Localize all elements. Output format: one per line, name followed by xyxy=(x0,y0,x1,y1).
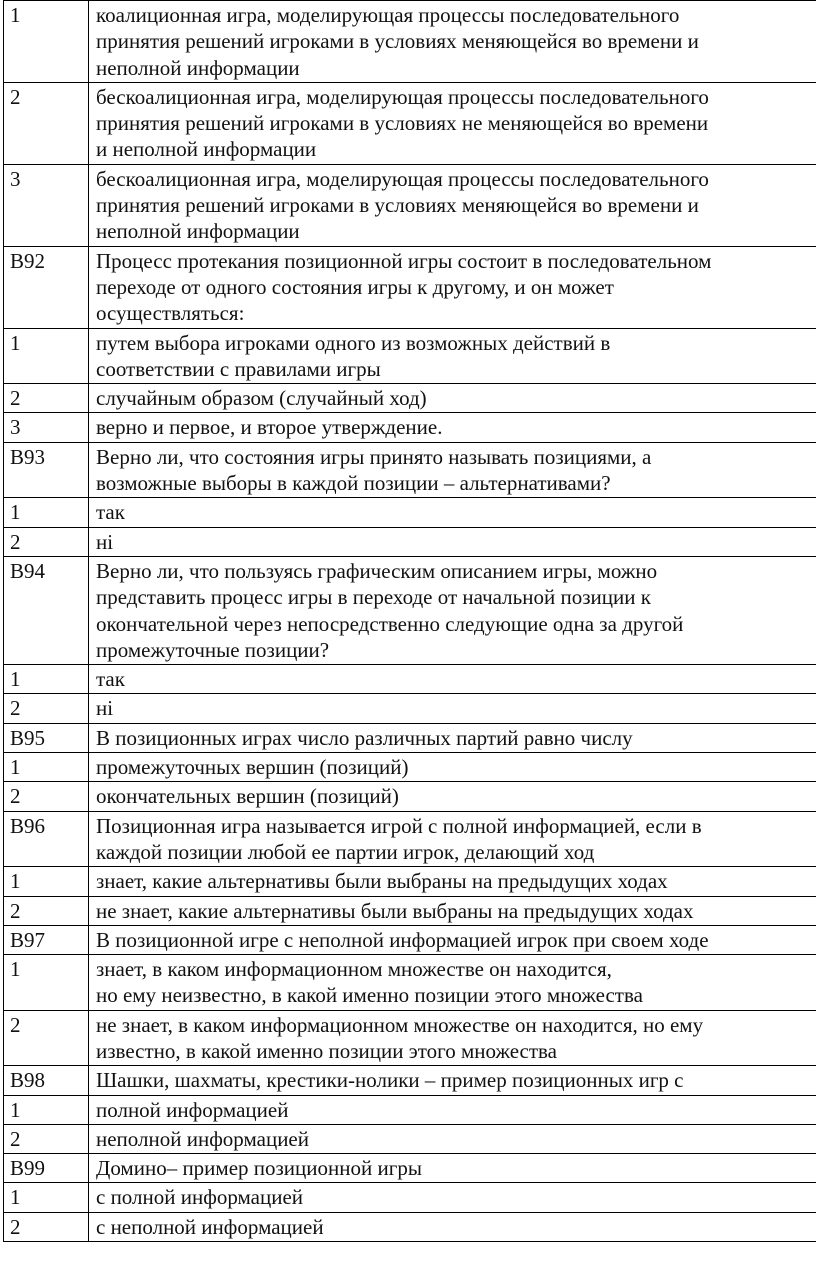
row-text-cell xyxy=(89,527,816,556)
row-text-cell xyxy=(89,1124,816,1153)
table-row xyxy=(4,723,816,752)
table-row xyxy=(4,498,816,527)
row-text-line: неполной информацией xyxy=(96,1126,309,1151)
row-text-line: промежуточные позиции? xyxy=(96,637,330,662)
row-text-line: с неполной информацией xyxy=(96,1214,324,1239)
row-text-line: каждой позиции любой ее партии игрок, делающий ход xyxy=(96,839,595,864)
row-text-line: окончательных вершин (позиций) xyxy=(96,784,399,809)
table-row xyxy=(4,665,816,694)
row-text-line: возможные выборы в каждой позиции – альтернативами? xyxy=(96,471,611,496)
table-row xyxy=(4,694,816,723)
row-text-cell xyxy=(89,246,816,328)
row-text-line: Домино– пример позиционной игры xyxy=(96,1156,422,1181)
row-number-cell: 2 xyxy=(4,82,89,164)
questions-table xyxy=(3,0,816,1242)
table-row xyxy=(4,1154,816,1183)
row-text-line: неполной информации xyxy=(96,55,300,80)
row-text-cell xyxy=(89,328,816,384)
row-text-cell xyxy=(89,1010,816,1066)
row-text-cell xyxy=(89,1066,816,1095)
row-text-line: Верно ли, что пользуясь графическим описанием игры, можно xyxy=(96,558,658,583)
row-text-line: соответствии с правилами игры xyxy=(96,356,381,381)
table-row xyxy=(4,1183,816,1212)
questions-table-body xyxy=(4,1,816,1242)
row-text-line: верно и первое, и второе утверждение. xyxy=(96,415,443,440)
row-text-cell xyxy=(89,413,816,442)
table-row xyxy=(4,246,816,328)
row-text-line: принятия решений игроками в условиях меняющейся во времени и xyxy=(96,193,699,218)
row-text-line: бескоалиционная игра, моделирующая процессы последовательного xyxy=(96,84,709,109)
row-number-cell: В99 xyxy=(4,1154,89,1183)
table-row xyxy=(4,896,816,925)
row-text-line: так xyxy=(96,500,125,525)
row-text-line: коалиционная игра, моделирующая процессы последовательного xyxy=(96,3,680,27)
table-row xyxy=(4,384,816,413)
table-row xyxy=(4,556,816,664)
row-text-line: переходе от одного состояния игры к другому, и он может xyxy=(96,274,614,299)
row-text-cell xyxy=(89,896,816,925)
row-text-line: известно, в какой именно позиции этого множества xyxy=(96,1038,558,1063)
row-text-line: принятия решений игроками в условиях меняющейся во времени и xyxy=(96,29,699,54)
table-row xyxy=(4,753,816,782)
table-row xyxy=(4,527,816,556)
row-text-line: В позиционных играх число различных партий равно числу xyxy=(96,725,633,750)
row-text-cell xyxy=(89,1183,816,1212)
row-text-cell xyxy=(89,782,816,811)
row-number-cell: 1 xyxy=(4,753,89,782)
row-text-cell xyxy=(89,955,816,1011)
row-text-cell xyxy=(89,867,816,896)
row-number-cell: 2 xyxy=(4,1212,89,1241)
row-number-cell: В97 xyxy=(4,925,89,954)
row-text-line: знает, какие альтернативы были выбраны на предыдущих ходах xyxy=(96,869,668,894)
row-text-cell xyxy=(89,1095,816,1124)
table-row xyxy=(4,442,816,498)
table-row xyxy=(4,925,816,954)
row-number-cell: 1 xyxy=(4,665,89,694)
row-text-cell xyxy=(89,1,816,83)
row-number-cell: 3 xyxy=(4,413,89,442)
row-text-line: В позиционной игре с неполной информацией игрок при своем ходе xyxy=(96,927,709,952)
table-row xyxy=(4,1,816,83)
row-number-cell: 2 xyxy=(4,384,89,413)
row-text-cell xyxy=(89,556,816,664)
row-text-line: неполной информации xyxy=(96,219,300,244)
row-text-line: ні xyxy=(96,696,114,721)
row-number-cell: 2 xyxy=(4,694,89,723)
row-text-cell xyxy=(89,665,816,694)
row-text-line: с полной информацией xyxy=(96,1185,304,1210)
row-text-line: ні xyxy=(96,529,114,554)
row-text-line: полной информацией xyxy=(96,1097,289,1122)
table-row xyxy=(4,782,816,811)
row-text-cell xyxy=(89,82,816,164)
row-text-line: Позиционная игра называется игрой с полной информацией, если в xyxy=(96,813,702,838)
row-text-cell xyxy=(89,498,816,527)
row-text-line: Процесс протекания позиционной игры состоит в последовательном xyxy=(96,248,712,273)
row-text-cell xyxy=(89,723,816,752)
table-row xyxy=(4,1095,816,1124)
row-number-cell: 1 xyxy=(4,498,89,527)
row-text-line: промежуточных вершин (позиций) xyxy=(96,755,409,780)
row-text-cell xyxy=(89,1212,816,1241)
row-number-cell: 3 xyxy=(4,164,89,246)
row-number-cell: 2 xyxy=(4,1010,89,1066)
row-number-cell: В94 xyxy=(4,556,89,664)
table-row xyxy=(4,1124,816,1153)
row-number-cell: В95 xyxy=(4,723,89,752)
table-row xyxy=(4,82,816,164)
row-text-line: окончательной через непосредственно следующие одна за другой xyxy=(96,611,684,636)
table-row xyxy=(4,413,816,442)
row-number-cell: 1 xyxy=(4,1,89,83)
row-number-cell: 2 xyxy=(4,1124,89,1153)
row-text-line: знает, в каком информационном множестве он находится, xyxy=(96,957,612,982)
row-text-line: не знает, какие альтернативы были выбраны на предыдущих ходах xyxy=(96,898,694,923)
row-text-line: но ему неизвестно, в какой именно позиции этого множества xyxy=(96,983,643,1008)
row-text-cell xyxy=(89,811,816,867)
row-number-cell: 1 xyxy=(4,1183,89,1212)
table-row xyxy=(4,1066,816,1095)
row-text-line: так xyxy=(96,667,125,692)
row-text-line: Шашки, шахматы, крестики-нолики – пример позиционных игр с xyxy=(96,1068,684,1093)
row-number-cell: 1 xyxy=(4,867,89,896)
row-number-cell: В96 xyxy=(4,811,89,867)
row-text-line: путем выбора игроками одного из возможных действий в xyxy=(96,330,611,355)
row-text-cell xyxy=(89,164,816,246)
row-text-cell xyxy=(89,442,816,498)
row-number-cell: 2 xyxy=(4,782,89,811)
table-row xyxy=(4,867,816,896)
table-row xyxy=(4,955,816,1011)
row-text-cell xyxy=(89,925,816,954)
row-number-cell: В92 xyxy=(4,246,89,328)
row-text-cell xyxy=(89,1154,816,1183)
row-number-cell: 1 xyxy=(4,955,89,1011)
table-row xyxy=(4,811,816,867)
row-text-line: случайным образом (случайный ход) xyxy=(96,386,427,411)
row-number-cell: В93 xyxy=(4,442,89,498)
table-row xyxy=(4,1010,816,1066)
row-number-cell: 2 xyxy=(4,527,89,556)
row-text-cell xyxy=(89,694,816,723)
row-text-line: Верно ли, что состояния игры принято называть позициями, а xyxy=(96,444,652,469)
row-text-line: бескоалиционная игра, моделирующая процессы последовательного xyxy=(96,166,709,191)
row-text-line: представить процесс игры в переходе от начальной позиции к xyxy=(96,585,651,610)
row-number-cell: 1 xyxy=(4,1095,89,1124)
row-text-cell xyxy=(89,753,816,782)
table-row xyxy=(4,1212,816,1241)
table-row xyxy=(4,328,816,384)
row-number-cell: 1 xyxy=(4,328,89,384)
row-text-line: принятия решений игроками в условиях не меняющейся во времени xyxy=(96,111,709,136)
row-text-line: осуществляться: xyxy=(96,301,245,326)
table-row xyxy=(4,164,816,246)
row-text-line: не знает, в каком информационном множестве он находится, но ему xyxy=(96,1012,704,1037)
row-text-line: и неполной информации xyxy=(96,137,317,162)
row-number-cell: В98 xyxy=(4,1066,89,1095)
row-text-cell xyxy=(89,384,816,413)
row-number-cell: 2 xyxy=(4,896,89,925)
